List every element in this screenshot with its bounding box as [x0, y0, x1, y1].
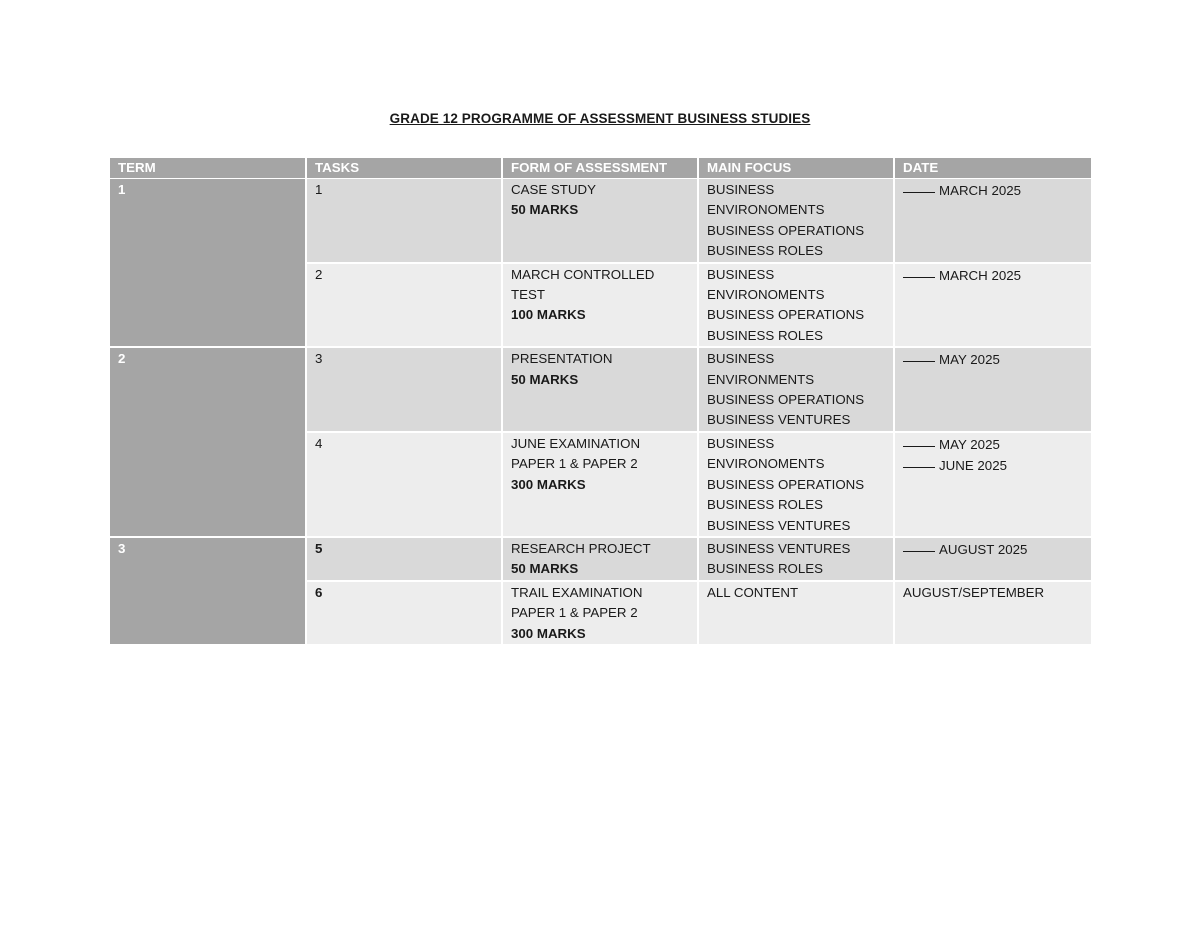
header-tasks: TASKS [306, 158, 502, 179]
focus-line: BUSINESS VENTURES [707, 517, 851, 533]
focus-line: BUSINESS OPERATIONS [707, 222, 865, 238]
focus-line: BUSINESS ROLES [707, 327, 824, 343]
form-line: PAPER 1 & PAPER 2 [511, 456, 638, 472]
date-value: MAY 2025 [939, 352, 1000, 368]
form-line: RESEARCH PROJECT [511, 540, 651, 556]
form-of-assessment [502, 581, 698, 645]
date-cell [894, 179, 1091, 263]
focus-line: BUSINESS ROLES [707, 497, 824, 513]
task-number: 3 [306, 347, 502, 432]
main-focus [698, 581, 894, 645]
marks: 100 MARKS [511, 307, 586, 323]
focus-line: BUSINESS OPERATIONS [707, 476, 865, 492]
date-blank [903, 263, 935, 278]
task-number: 4 [306, 432, 502, 537]
date-line [903, 455, 1083, 476]
header-main-focus: MAIN FOCUS [698, 158, 894, 179]
date-line [903, 434, 1083, 455]
main-focus [698, 347, 894, 432]
form-of-assessment [502, 179, 698, 263]
date-cell [894, 263, 1091, 348]
task-number: 5 [306, 537, 502, 581]
date-blank [903, 537, 935, 552]
form-line: PRESENTATION [511, 351, 613, 367]
focus-line: BUSINESS OPERATIONS [707, 392, 865, 408]
focus-line: ENVIRONMENTS [707, 371, 815, 387]
main-focus [698, 537, 894, 581]
header-date: DATE [894, 158, 1091, 179]
task-number: 1 [306, 179, 502, 263]
date-value: JUNE 2025 [939, 458, 1007, 474]
form-line: TRAIL EXAMINATION [511, 584, 643, 600]
date-value: AUGUST/SEPTEMBER [903, 584, 1045, 600]
date-cell [894, 347, 1091, 432]
focus-line: BUSINESS ROLES [707, 561, 824, 577]
table-header-row [110, 158, 1091, 179]
date-value: MAY 2025 [939, 436, 1000, 452]
assessment-table [110, 158, 1091, 646]
table-row [110, 537, 1091, 581]
form-of-assessment [502, 537, 698, 581]
focus-line: ENVIRONOMENTS [707, 456, 825, 472]
form-of-assessment [502, 432, 698, 537]
main-focus [698, 263, 894, 348]
date-line [903, 265, 1083, 286]
task-number: 2 [306, 263, 502, 348]
date-value: AUGUST 2025 [939, 541, 1028, 557]
focus-line: BUSINESS OPERATIONS [707, 307, 865, 323]
marks: 50 MARKS [511, 371, 579, 387]
main-focus [698, 179, 894, 263]
focus-line: BUSINESS [707, 435, 775, 451]
form-line: TEST [511, 287, 545, 303]
focus-line: ENVIRONOMENTS [707, 287, 825, 303]
header-term: TERM [110, 158, 306, 179]
focus-line: ALL CONTENT [707, 584, 799, 600]
marks: 50 MARKS [511, 561, 579, 577]
term-cell: 1 [110, 179, 306, 348]
date-value: MARCH 2025 [939, 183, 1022, 198]
form-of-assessment [502, 263, 698, 348]
marks: 300 MARKS [511, 476, 586, 492]
header-form-of-assessment: FORM OF ASSESSMENT [502, 158, 698, 179]
date-cell [894, 537, 1091, 581]
table-row [110, 179, 1091, 263]
focus-line: BUSINESS [707, 266, 775, 282]
term-cell: 2 [110, 347, 306, 537]
focus-line: BUSINESS VENTURES [707, 412, 851, 428]
marks: 50 MARKS [511, 202, 579, 218]
date-cell [894, 432, 1091, 537]
date-blank [903, 347, 935, 362]
focus-line: BUSINESS VENTURES [707, 540, 851, 556]
date-blank [903, 432, 935, 447]
marks: 300 MARKS [511, 625, 586, 641]
form-line: CASE STUDY [511, 182, 596, 197]
focus-line: BUSINESS ROLES [707, 243, 824, 259]
task-number: 6 [306, 581, 502, 645]
page-title: GRADE 12 PROGRAMME OF ASSESSMENT BUSINESS STUDIES [389, 111, 811, 126]
form-line: PAPER 1 & PAPER 2 [511, 605, 638, 621]
date-cell [894, 581, 1091, 645]
date-blank [903, 178, 935, 193]
main-focus [698, 432, 894, 537]
table-row [110, 347, 1091, 432]
focus-line: ENVIRONOMENTS [707, 202, 825, 218]
form-of-assessment [502, 347, 698, 432]
term-cell: 3 [110, 537, 306, 645]
focus-line: BUSINESS [707, 182, 775, 197]
date-blank [903, 453, 935, 468]
focus-line: BUSINESS [707, 351, 775, 367]
form-line: JUNE EXAMINATION [511, 435, 641, 451]
date-value: MARCH 2025 [939, 267, 1022, 283]
date-line [903, 539, 1083, 560]
form-line: MARCH CONTROLLED [511, 266, 655, 282]
date-line [903, 349, 1083, 370]
date-line [903, 180, 1083, 201]
